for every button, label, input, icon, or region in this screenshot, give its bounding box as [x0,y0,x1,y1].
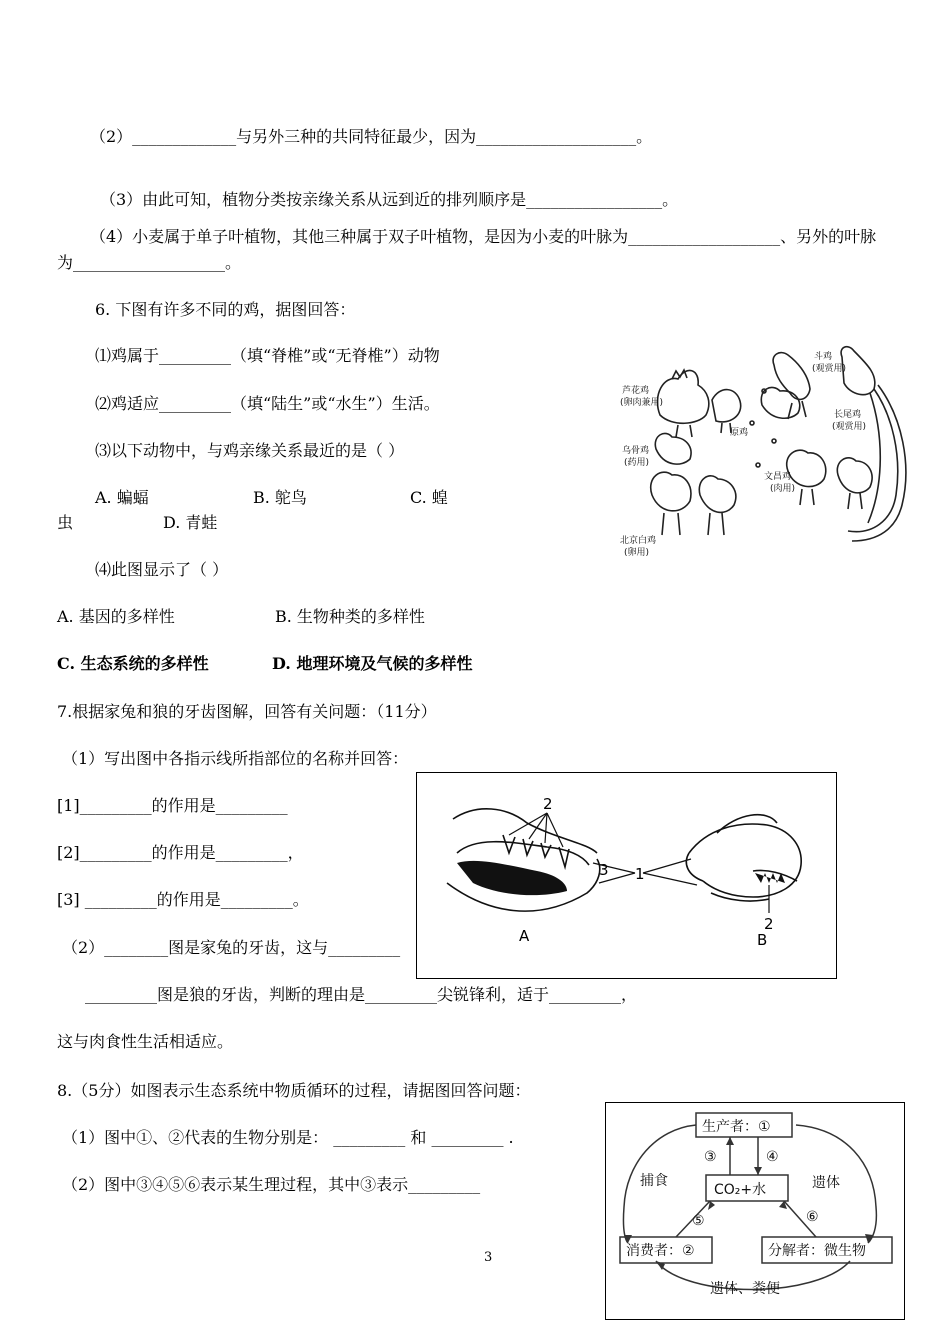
yuanji-label: 原鸡 [730,428,749,438]
q7-sub-2-end: 这与肉食性生活相适应。 [57,1032,234,1051]
process-3-label: ③ [704,1149,717,1165]
douji-use-label: (观赏用) [812,364,847,374]
wenchang-use-label: (肉用) [770,484,796,494]
luhua-label: 芦花鸡 [622,386,650,396]
remains-feces-label: 遗体、粪便 [710,1281,780,1297]
q7-title: 7.根据家兔和狼的牙齿图解，回答有关问题：（11分） [57,702,437,721]
q5-item-4: （4）小麦属于单子叶植物，其他三种属于双子叶植物，是因为小麦的叶脉为___________________、另外的叶脉 [90,227,877,246]
q6-option-c-cont: 虫 [57,513,74,532]
q8-sub-2: （2）图中③④⑤⑥表示某生理过程，其中③表示_________ [62,1175,481,1194]
q6-option-b: B. 鸵鸟 [253,488,307,507]
predation-label: 捕食 [640,1173,668,1189]
label-a: A [519,927,530,945]
decomposer-label: 分解者：微生物 [768,1243,866,1259]
changwei-label: 长尾鸡 [834,410,862,420]
producer-label: 生产者：① [702,1119,771,1135]
q8-title: 8.（5分）如图表示生态系统中物质循环的过程，请据图回答问题： [57,1081,531,1100]
page-number: 3 [484,1250,493,1265]
q7-sub-2: （2）________图是家兔的牙齿，这与_________ [62,938,401,957]
process-4-label: ④ [766,1149,779,1165]
beijing-label: 北京白鸡 [620,536,657,546]
process-6-label: ⑥ [806,1209,819,1225]
chicken-breeds-figure [612,345,917,565]
consumer-label: 消费者：② [626,1243,695,1259]
rooster-icon [657,370,708,423]
q5-item-3: （3）由此可知，植物分类按亲缘关系从远到近的排列顺序是_________________。 [100,190,679,209]
remains-label: 遗体 [812,1175,840,1191]
q6-sub-3: ⑶以下动物中，与鸡亲缘关系最近的是（ ） [95,441,405,460]
q7-sub-1: （1）写出图中各指示线所指部位的名称并回答： [62,749,409,768]
q8-sub-1: （1）图中①、②代表的生物分别是： _________ 和 _________ . [62,1128,514,1147]
q7-sub-2-cont: _________图是狼的牙齿，判断的理由是_________尖锐锋利，适于_________， [85,985,638,1004]
teeth-figure [417,773,836,978]
changwei-use-label: (观赏用) [832,422,867,432]
wugu-use-label: (药用) [624,458,650,468]
q6-answer-a: A. 基因的多样性 [57,607,175,626]
label-b: B [757,931,768,949]
label-2-top: 2 [543,795,553,813]
q5-item-2: （2）_____________与另外三种的共同特征最少，因为____________________。 [90,127,653,146]
q6-sub-1: ⑴鸡属于_________（填“脊椎”或“无脊椎”）动物 [95,346,440,365]
douji-label: 斗鸡 [814,352,833,362]
process-5-label: ⑤ [692,1213,705,1229]
q6-sub-4: ⑷此图显示了（ ） [95,560,229,579]
label-1: 1 [635,865,645,883]
co2-water-label: CO₂+水 [714,1182,767,1198]
q6-option-c: C. 蝗 [410,488,448,507]
wenchang-label: 文昌鸡 [764,472,792,482]
q7-item-1: [1]_________的作用是_________ [57,796,288,815]
label-3: 3 [599,861,609,879]
q6-answer-d: D. 地理环境及气候的多样性 [272,654,473,673]
wugu-label: 乌骨鸡 [622,446,650,456]
q7-item-3: [3] _________的作用是_________。 [57,890,309,909]
q6-option-a: A. 蝙蝠 [95,488,149,507]
q6-option-d: D. 青蛙 [163,513,218,532]
q7-item-2: [2]_________的作用是_________， [57,843,304,862]
luhua-use-label: (卵肉兼用) [620,398,664,408]
material-cycle-diagram [605,1102,905,1320]
q5-item-4-cont: 为___________________。 [57,253,242,272]
teeth-figure-frame [416,772,837,979]
label-2-b: 2 [764,915,774,933]
q6-answer-b: B. 生物种类的多样性 [275,607,425,626]
cycle-svg [606,1103,904,1319]
q6-answer-c: C. 生态系统的多样性 [57,654,209,673]
q6-sub-2: ⑵鸡适应_________（填“陆生”或“水生”）生活。 [95,394,440,413]
beijing-use-label: (卵用) [624,548,650,558]
q6-title: 6. 下图有许多不同的鸡，据图回答： [95,300,356,319]
